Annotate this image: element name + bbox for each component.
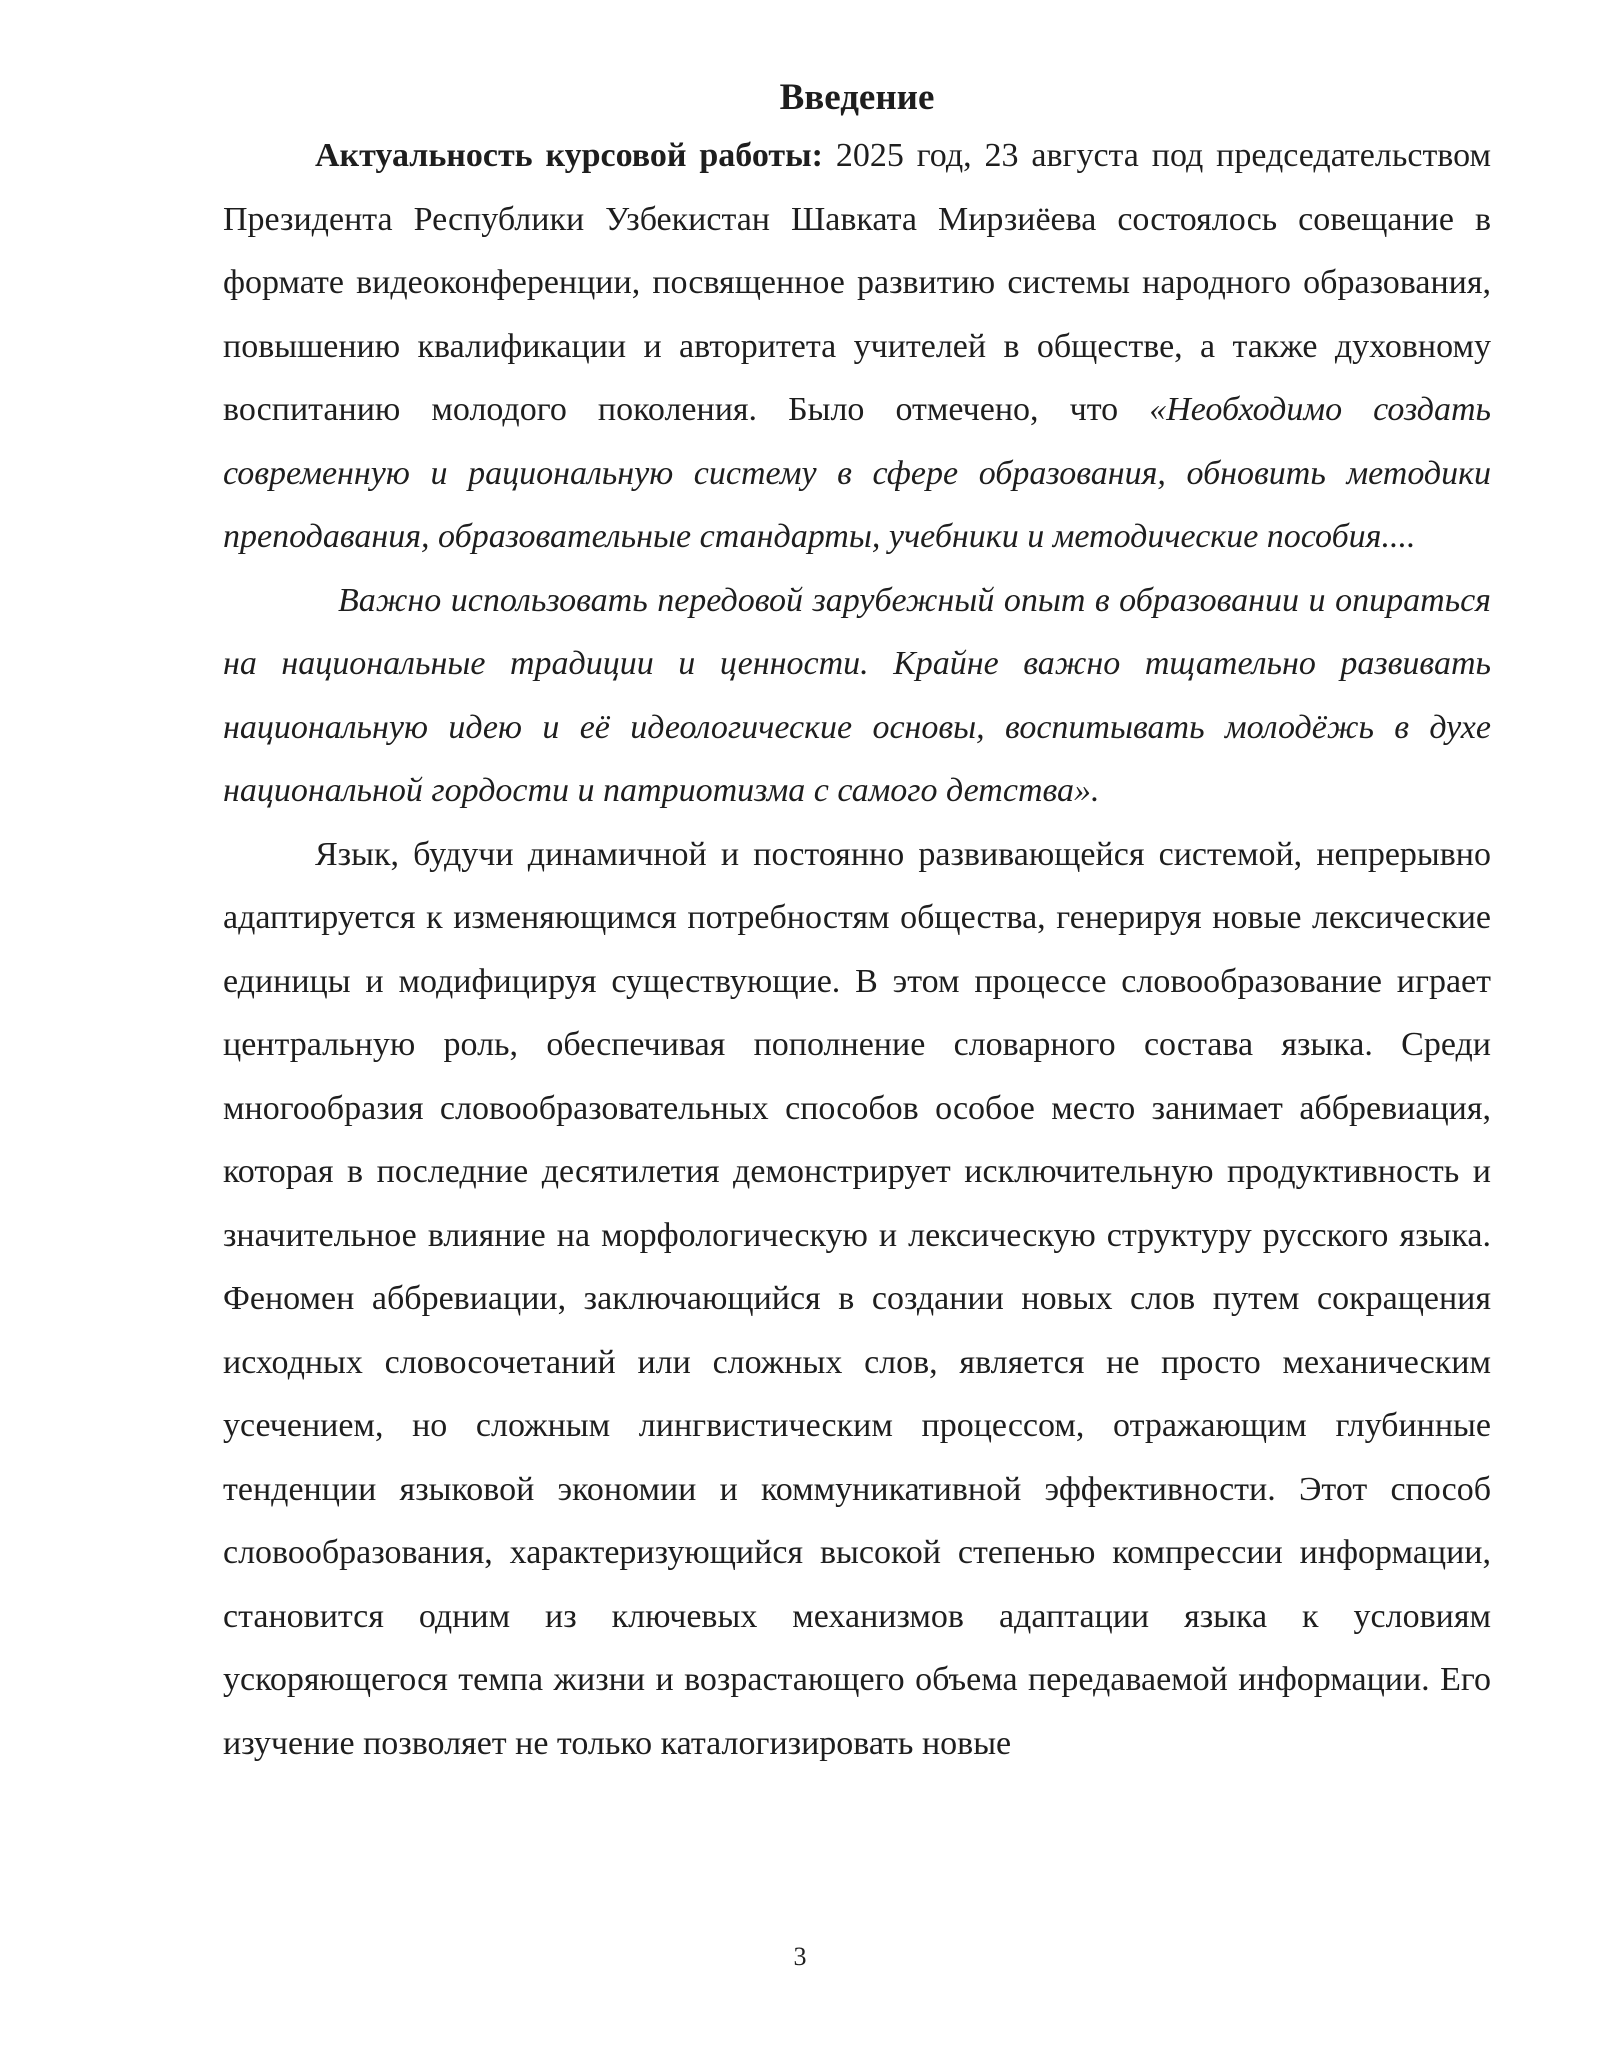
president-quote: «Необходимо создать современную и рациональную систему в сфере образования, обновить методики преподавания, образовательные стандарты, учебники и методические пособия....: [223, 391, 1491, 555]
page-number: 3: [793, 1942, 807, 1971]
paragraph-relevance: [223, 124, 1491, 569]
quote-continuation-text: Важно использовать передовой зарубежный опыт в образовании и опираться на национальные традиции и ценности. Крайне важно тщательно развивать национальную идею и её идеологические основы, воспитывать молодёжь в духе национальной гордости и патриотизма с самого детства».: [223, 581, 1491, 809]
section-title: Введение: [779, 77, 935, 118]
relevance-lead: Актуальность курсовой работы:: [315, 137, 823, 174]
paragraph-quote-continuation: [223, 569, 1491, 823]
paragraph-language-abbreviation: [223, 823, 1491, 1776]
language-abbreviation-text: Язык, будучи динамичной и постоянно развивающейся системой, непрерывно адаптируется к изменяющимся потребностям общества, генерируя новые лексические единицы и модифицируя существующие. В этом процессе словообразование играет центральную роль, обеспечивая пополнение словарного состава языка. Среди многообразия словообразовательных способов особое место занимает аббревиация, которая в последние десятилетия демонстрирует исключительную продуктивность и значительное влияние на морфологическую и лексическую структуру русского языка. Феномен аббревиации, заключающийся в создании новых слов путем сокращения исходных словосочетаний или сложных слов, является не просто механическим усечением, но сложным лингвистическим процессом, отражающим глубинные тенденции языковой экономии и коммуникативной эффективности. Этот способ словообразования, характеризующийся высокой степенью компрессии информации, становится одним из ключевых механизмов адаптации языка к условиям ускоряющегося темпа жизни и возрастающего объема передаваемой информации. Его изучение позволяет не только каталогизировать новые: [223, 835, 1491, 1762]
relevance-text: 2025 год, 23 августа под председательством Президента Республики Узбекистан Шавката Мирзиёева состоялось совещание в формате видеоконференции, посвященное развитию системы народного образования, повышению квалификации и авторитета учителей в обществе, а также духовному воспитанию молодого поколения. Было отмечено, что: [223, 137, 1491, 428]
page-content: [223, 72, 1491, 1775]
